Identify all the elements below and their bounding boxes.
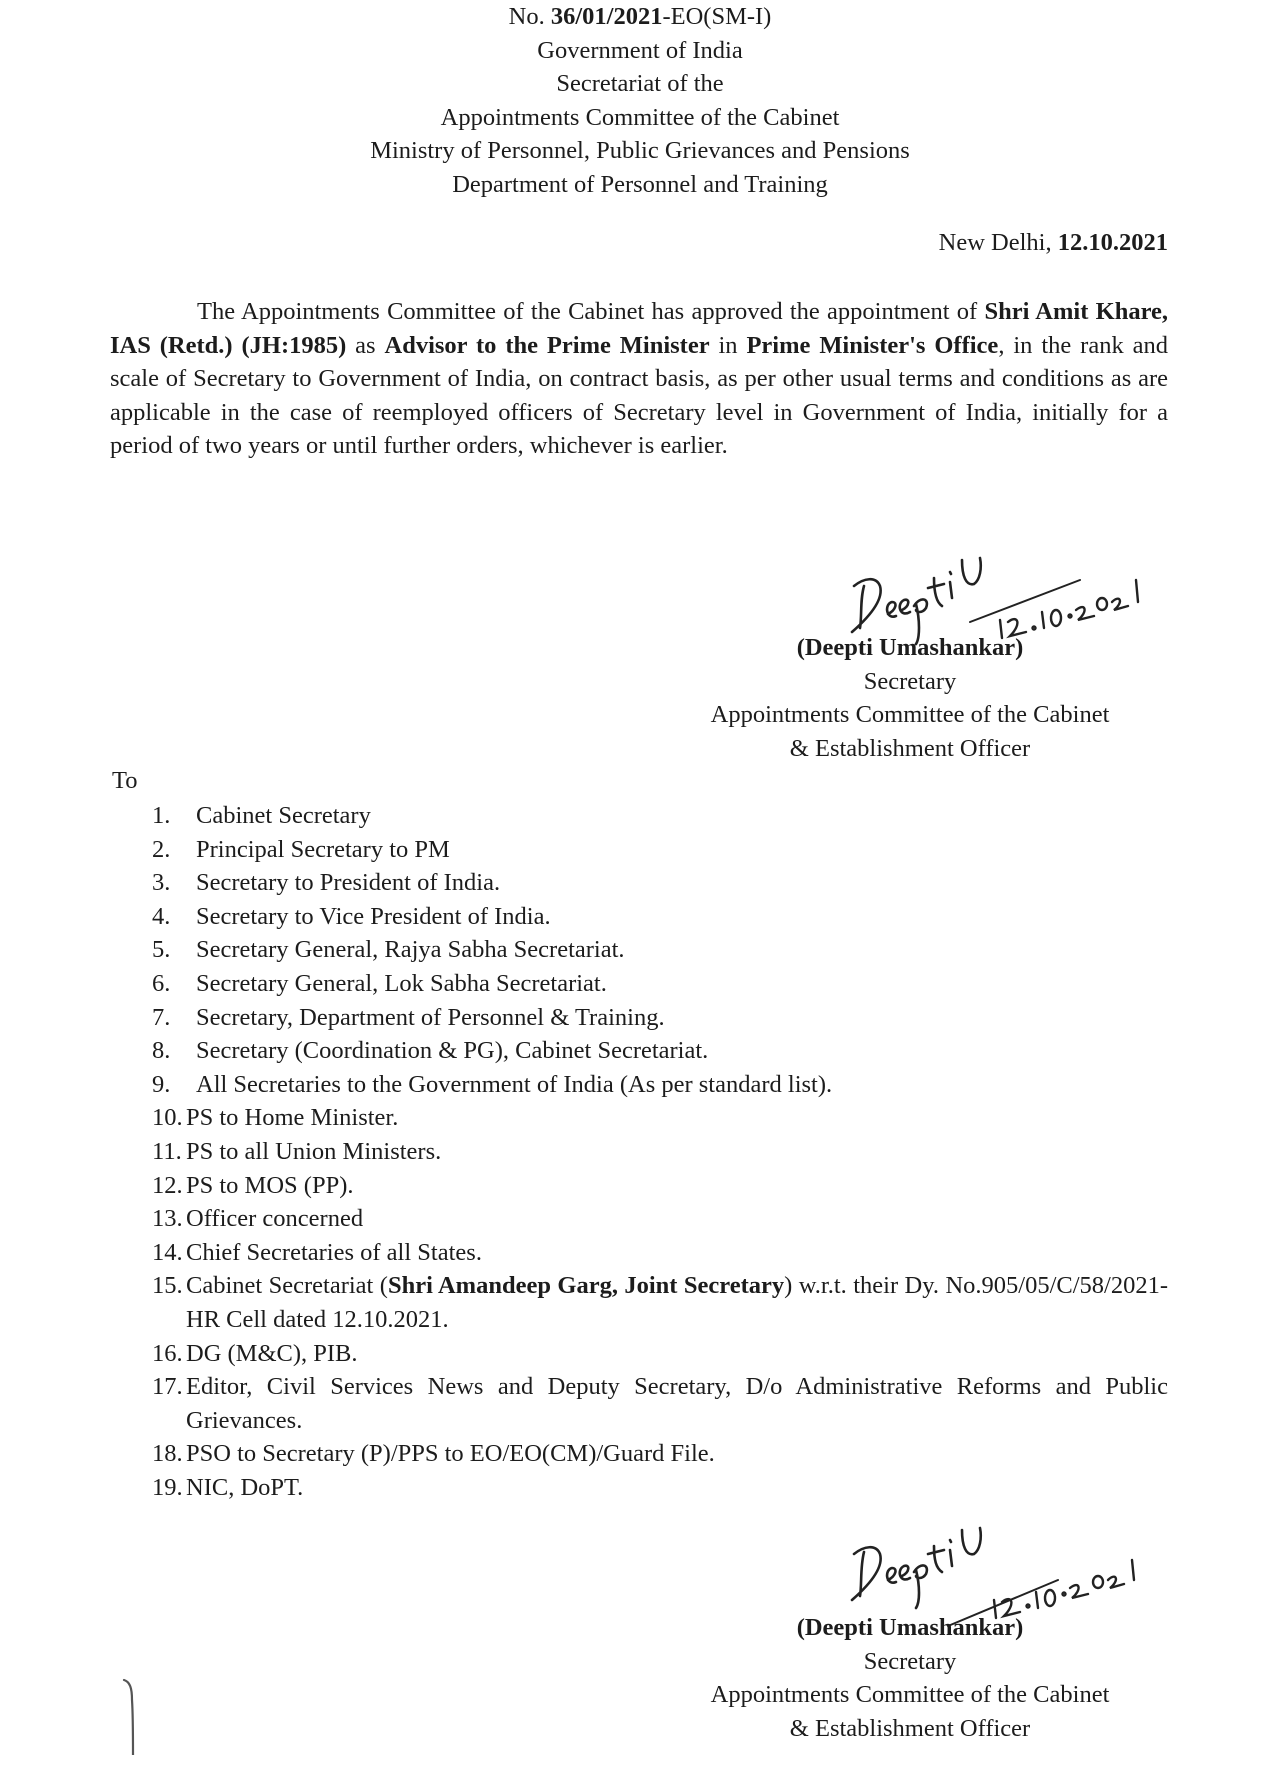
appointed-position: Advisor to the Prime Minister	[384, 331, 710, 359]
issue-date: 12.10.2021	[1057, 229, 1168, 256]
recipient-list	[152, 799, 1168, 1504]
list-item: 5. Secretary General, Rajya Sabha Secretariat.	[152, 936, 625, 964]
signatory-name: (Deepti Umashankar)	[796, 1614, 1024, 1641]
signatory-role: & Establishment Officer	[789, 734, 1031, 762]
signatory-organization: Appointments Committee of the Cabinet	[710, 1681, 1110, 1709]
list-item: 9. All Secretaries to the Government of India (As per standard list).	[152, 1070, 833, 1098]
list-item: 19. NIC, DoPT.	[152, 1473, 304, 1501]
signatory-block-top	[660, 631, 1160, 765]
list-item: 11. PS to all Union Ministers.	[152, 1137, 442, 1165]
list-item: 10. PS to Home Minister.	[152, 1104, 399, 1132]
pen-mark	[110, 1670, 140, 1755]
signatory-name: (Deepti Umashankar)	[796, 634, 1024, 661]
signatory-organization: Appointments Committee of the Cabinet	[710, 701, 1110, 729]
header-line-ministry: Ministry of Personnel, Public Grievances and Pensions	[370, 137, 910, 165]
appointed-office: Prime Minister's Office	[746, 331, 999, 359]
list-item: 1. Cabinet Secretary	[152, 802, 371, 829]
list-item: 18. PSO to Secretary (P)/PPS to EO/EO(CM)/Guard File.	[152, 1440, 715, 1468]
signatory-role: & Establishment Officer	[789, 1714, 1031, 1742]
list-item: 2. Principal Secretary to PM	[152, 835, 450, 863]
signatory-title: Secretary	[863, 1647, 957, 1675]
list-item: 7. Secretary, Department of Personnel & Training.	[152, 1003, 665, 1031]
list-item: 6. Secretary General, Lok Sabha Secretariat.	[152, 969, 607, 997]
header-line-secretariat: Secretariat of the	[556, 70, 724, 98]
signatory-block-bottom	[660, 1611, 1160, 1745]
reference-number: No. 36/01/2021-EO(SM-I)	[508, 3, 772, 30]
dateline: New Delhi, 12.10.2021	[938, 229, 1168, 256]
list-item: 13. Officer concerned	[152, 1205, 364, 1233]
signatory-title: Secretary	[863, 667, 957, 695]
list-item: 17. Editor, Civil Services News and Deputy Secretary, D/o Administrative Reforms and Public Grievances.	[152, 1373, 1168, 1434]
letterhead	[0, 0, 1280, 202]
list-item: 14. Chief Secretaries of all States.	[152, 1238, 482, 1266]
to-label: To	[112, 767, 138, 794]
header-line-committee: Appointments Committee of the Cabinet	[440, 103, 840, 131]
list-item: 16. DG (M&C), PIB.	[152, 1339, 358, 1367]
list-item: 3. Secretary to President of India.	[152, 869, 501, 897]
appointee-name: Shri Amit Khare, IAS (Retd.) (JH:1985)	[110, 298, 1168, 359]
list-item: 12. PS to MOS (PP).	[152, 1171, 354, 1199]
pen-stroke-icon	[110, 1670, 140, 1755]
order-paragraph: The Appointments Committee of the Cabinet has approved the appointment of Shri Amit Khare, IAS (Retd.) (JH:1985) as Advisor to the Prime Minister in Prime Minister's Office, in the rank and scale of Secretary to Government of India, on contract basis, as per other usual terms and conditions as are applicable in the case of reemployed officers of Secretary level in Government of India, initially for a period of two years or until further orders, whichever is earlier.	[110, 298, 1168, 460]
list-item: 15. Cabinet Secretariat (Shri Amandeep Garg, Joint Secretary) w.r.t. their Dy. No.905/05/C/58/2021-HR Cell dated 12.10.2021.	[152, 1272, 1168, 1333]
list-item: 8. Secretary (Coordination & PG), Cabinet Secretariat.	[152, 1037, 709, 1065]
header-line-department: Department of Personnel and Training	[452, 170, 828, 198]
header-line-government: Government of India	[537, 36, 743, 64]
list-item: 4. Secretary to Vice President of India.	[152, 902, 551, 930]
